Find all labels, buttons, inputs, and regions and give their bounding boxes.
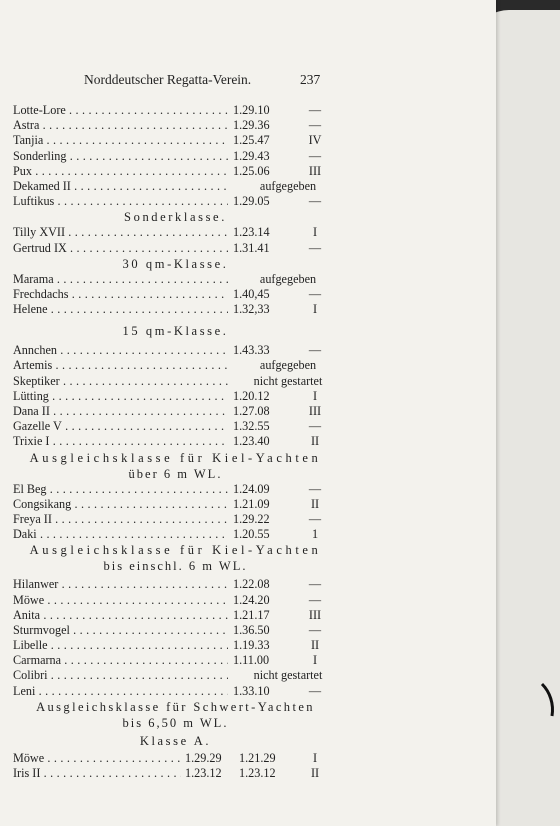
boat-name: Sturmvogel . . .	[13, 623, 228, 638]
finish-time: 1.32.55	[233, 419, 270, 434]
elapsed-time: 1.23.12	[185, 766, 222, 780]
result-row	[13, 287, 338, 302]
result-note: aufgegeben	[259, 271, 317, 286]
result-row	[13, 751, 338, 766]
corrected-time: 1.21.29	[239, 750, 276, 765]
placing: I	[312, 750, 318, 765]
result-row	[13, 419, 338, 434]
boat-name: Gazelle V . . .	[13, 419, 228, 434]
finish-time: 1.24.20	[233, 592, 270, 607]
boat-name: Lotte-Lore . . .	[13, 103, 228, 118]
result-row	[13, 149, 338, 164]
page-number: 237	[300, 72, 321, 87]
boat-name: Hilanwer . . .	[13, 577, 228, 592]
result-row	[13, 512, 338, 527]
placing: II	[310, 766, 320, 780]
finish-time: 1.22.08	[233, 577, 270, 592]
results-list	[13, 103, 338, 781]
placing: —	[308, 240, 322, 255]
results-block-ausgleich-kiel-upto6	[13, 577, 338, 699]
placing: III	[308, 404, 322, 418]
finish-time: 1.29.22	[233, 511, 270, 526]
boat-name: Marama . . .	[13, 272, 228, 287]
elapsed-time: 1.29.29	[185, 750, 222, 765]
result-note: aufgegeben	[259, 178, 317, 193]
boat-name: Annchen . . .	[13, 343, 228, 358]
result-row	[13, 103, 338, 118]
result-row	[13, 194, 338, 209]
finish-time: 1.29.43	[233, 148, 270, 163]
boat-name: Pux . . .	[13, 164, 228, 179]
boat-name: Dekamed II . . .	[13, 179, 228, 194]
placing: —	[308, 683, 322, 698]
result-row	[13, 638, 338, 653]
result-row	[13, 179, 338, 194]
boat-name: El Beg . . .	[13, 482, 228, 497]
boat-name: Leni . . .	[13, 684, 228, 699]
section-heading-klasse-a: Klasse A.	[139, 733, 212, 748]
section-heading-ausgleich-kiel-upto6: Ausgleichsklasse für Kiel-Yachten	[29, 543, 322, 558]
boat-name: Dana II . . .	[13, 404, 228, 419]
finish-time: 1.29.10	[233, 103, 270, 117]
result-row	[13, 577, 338, 592]
placing: —	[308, 118, 322, 133]
placing: —	[308, 286, 322, 301]
boat-name: Anita . . .	[13, 608, 228, 623]
boat-name: Tilly XVII . . .	[13, 225, 228, 240]
page-curl-mark	[540, 680, 560, 720]
boat-name: Skeptiker . . .	[13, 374, 228, 389]
finish-time: 1.32,33	[233, 302, 270, 317]
placing: I	[312, 225, 318, 240]
results-block-ausgleich-kiel-over6	[13, 482, 338, 543]
placing: —	[308, 148, 322, 163]
placing: II	[310, 496, 320, 511]
section-subheading-ausgleich-schwert: bis 6,50 m WL.	[122, 715, 229, 730]
section-heading-15qm: 15 qm-Klasse.	[122, 324, 229, 339]
boat-name: Congsikang . . .	[13, 497, 228, 512]
finish-time: 1.21.09	[233, 496, 270, 511]
finish-time: 1.23.14	[233, 225, 270, 240]
boat-name: Luftikus . . .	[13, 194, 228, 209]
section-heading-sonderklasse: Sonderklasse.	[124, 210, 227, 225]
boat-name: Frechdachs . . .	[13, 287, 228, 302]
results-block-15qm	[13, 343, 338, 449]
result-row	[13, 225, 338, 240]
placing: I	[312, 388, 318, 403]
placing: —	[308, 511, 322, 526]
result-row	[13, 241, 338, 256]
result-row	[13, 118, 338, 133]
result-row	[13, 272, 338, 287]
result-row	[13, 653, 338, 668]
result-row	[13, 404, 338, 419]
finish-time: 1.33.10	[233, 683, 270, 698]
boat-name: Iris II . . .	[13, 766, 181, 781]
section-heading-ausgleich-schwert: Ausgleichsklasse für Schwert-Yachten	[36, 699, 315, 714]
placing: I	[312, 302, 318, 317]
boat-name: Libelle . . .	[13, 638, 228, 653]
boat-name: Freya II . . .	[13, 512, 228, 527]
finish-time: 1.20.55	[233, 527, 270, 542]
finish-time: 1.43.33	[233, 343, 270, 358]
result-row	[13, 684, 338, 699]
finish-time: 1.23.40	[233, 434, 270, 449]
result-row	[13, 164, 338, 179]
boat-name: Lütting . . .	[13, 389, 228, 404]
result-row	[13, 623, 338, 638]
results-block-sonderklasse	[13, 225, 338, 255]
placing: —	[308, 622, 322, 637]
placing: III	[308, 163, 322, 178]
boat-name: Möwe . . .	[13, 751, 181, 766]
result-row	[13, 608, 338, 623]
result-row	[13, 302, 338, 317]
boat-name: Gertrud IX . . .	[13, 241, 228, 256]
placing: I	[312, 653, 318, 668]
finish-time: 1.25.47	[233, 133, 270, 148]
section-subheading-ausgleich-kiel-over6: über 6 m WL.	[128, 466, 223, 481]
corrected-time: 1.23.12	[239, 766, 276, 780]
boat-name: Colibri . . .	[13, 668, 228, 683]
placing: IV	[308, 133, 322, 148]
result-row	[13, 343, 338, 358]
finish-time: 1.11.00	[233, 653, 270, 668]
result-row	[13, 482, 338, 497]
boat-name: Möwe . . .	[13, 593, 228, 608]
boat-name: Daki . . .	[13, 527, 228, 542]
results-block-klasse-a	[13, 751, 338, 781]
result-row	[13, 434, 338, 449]
result-row	[13, 527, 338, 542]
placing: II	[310, 434, 320, 449]
placing: —	[308, 343, 322, 358]
placing: III	[308, 607, 322, 622]
boat-name: Carmarna . . .	[13, 653, 228, 668]
results-block-30qm	[13, 272, 338, 318]
placing: 1	[311, 527, 319, 542]
boat-name: Tanjia . . .	[13, 133, 228, 148]
placing: —	[308, 577, 322, 592]
finish-time: 1.36.50	[233, 622, 270, 637]
section-heading-ausgleich-kiel-over6: Ausgleichsklasse für Kiel-Yachten	[29, 450, 322, 465]
result-row	[13, 668, 338, 683]
header-title: Norddeutscher Regatta-Verein.	[84, 72, 252, 87]
result-row	[13, 133, 338, 148]
placing: —	[308, 481, 322, 496]
finish-time: 1.29.36	[233, 118, 270, 133]
boat-name: Trixie I . . .	[13, 434, 228, 449]
finish-time: 1.20.12	[233, 388, 270, 403]
placing: II	[310, 638, 320, 653]
result-row	[13, 358, 338, 373]
finish-time: 1.27.08	[233, 404, 270, 418]
result-row	[13, 374, 338, 389]
placing: —	[308, 419, 322, 434]
result-row	[13, 766, 338, 781]
result-row	[13, 593, 338, 608]
results-block-1	[13, 103, 338, 209]
result-row	[13, 389, 338, 404]
finish-time: 1.24.09	[233, 481, 270, 496]
placing: —	[308, 103, 322, 117]
placing: —	[308, 194, 322, 209]
finish-time: 1.25.06	[233, 163, 270, 178]
finish-time: 1.21.17	[233, 607, 270, 622]
result-note: aufgegeben	[259, 358, 317, 373]
finish-time: 1.29.05	[233, 194, 270, 209]
section-heading-30qm: 30 qm-Klasse.	[122, 256, 229, 271]
placing: —	[308, 592, 322, 607]
finish-time: 1.19.33	[233, 638, 270, 653]
boat-name: Sonderling . . .	[13, 149, 228, 164]
result-row	[13, 497, 338, 512]
result-note: nicht gestartet	[253, 668, 323, 683]
boat-name: Astra . . .	[13, 118, 228, 133]
result-note: nicht gestartet	[253, 373, 323, 388]
finish-time: 1.40,45	[233, 286, 270, 301]
section-subheading-ausgleich-kiel-upto6: bis einschl. 6 m WL.	[103, 559, 248, 574]
boat-name: Helene . . .	[13, 302, 228, 317]
finish-time: 1.31.41	[233, 240, 270, 255]
boat-name: Artemis . . .	[13, 358, 228, 373]
